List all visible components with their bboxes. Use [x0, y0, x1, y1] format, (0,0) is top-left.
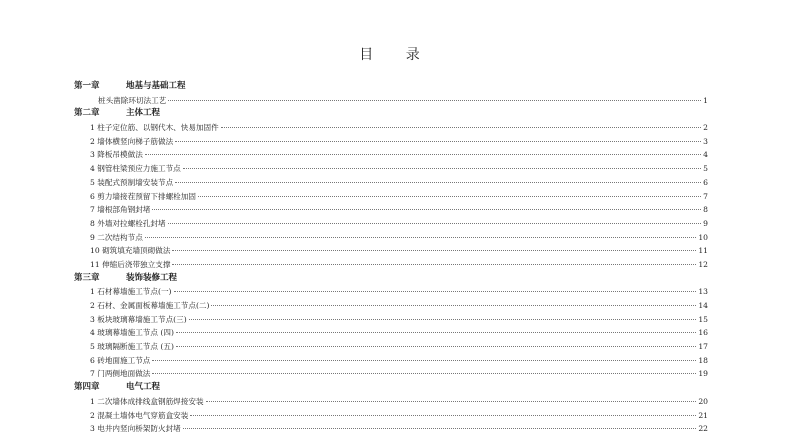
dot-leader: [189, 319, 697, 320]
dot-leader: [221, 127, 701, 128]
toc-entry-page-number: 3: [703, 136, 708, 146]
toc-entry[interactable]: [74, 395, 708, 409]
table-of-contents: [74, 80, 708, 436]
chapter-heading: [74, 107, 708, 121]
toc-entry[interactable]: [74, 258, 708, 272]
toc-entry[interactable]: [74, 203, 708, 217]
toc-entry-page-number: 21: [698, 410, 708, 420]
chapter-title: 地基与基础工程: [126, 81, 186, 91]
toc-entry-page-number: 17: [698, 342, 708, 352]
chapter-heading: [74, 80, 708, 94]
toc-entry-page-number: 4: [703, 150, 708, 160]
toc-entry[interactable]: [74, 148, 708, 162]
toc-entry[interactable]: [74, 285, 708, 299]
dot-leader: [198, 196, 701, 197]
toc-entry-label: 10 砌筑填充墙顶砌做法: [90, 246, 171, 256]
toc-entry[interactable]: [74, 217, 708, 231]
toc-entry[interactable]: [74, 135, 708, 149]
dot-leader: [175, 182, 701, 183]
page-title: 目 录: [359, 47, 434, 63]
toc-entry-label: 9 二次结构节点: [90, 232, 143, 242]
toc-entry-label: 7 门两侧地面做法: [90, 369, 151, 379]
toc-entry-label: 1 柱子定位筋、以钢代木、快易加固件: [90, 123, 219, 133]
dot-leader: [168, 100, 701, 101]
toc-entry-page-number: 10: [698, 232, 708, 242]
dot-leader: [206, 401, 697, 402]
toc-entry[interactable]: [74, 121, 708, 135]
toc-entry-label: 4 玻璃幕墙施工节点 (四): [90, 328, 174, 338]
toc-entry-page-number: 20: [698, 396, 708, 406]
toc-entry-page-number: 18: [698, 355, 708, 365]
toc-entry-page-number: 13: [698, 287, 708, 297]
toc-entry[interactable]: [74, 190, 708, 204]
chapter-number: 第一章: [74, 81, 100, 91]
dot-leader: [176, 346, 696, 347]
toc-entry-label: 11 伸缩后浇带独立支撑: [90, 259, 171, 269]
dot-leader: [211, 305, 696, 306]
toc-entry-label: 5 装配式预制墙安装节点: [90, 177, 174, 187]
chapter-title: 电气工程: [126, 382, 161, 393]
dot-leader: [183, 168, 701, 169]
toc-entry-page-number: 14: [698, 301, 708, 310]
toc-entry-label: 桩头凿除环切法工艺: [98, 95, 167, 105]
toc-entry[interactable]: [74, 231, 708, 245]
toc-entry-page-number: 11: [698, 246, 708, 256]
dot-leader: [183, 428, 697, 429]
chapter-number: 第三章: [74, 272, 100, 283]
toc-entry[interactable]: [74, 422, 708, 436]
toc-entry-page-number: 12: [698, 259, 708, 269]
toc-entry-label: 6 剪力墙接茬预留下排螺栓加固: [90, 191, 196, 201]
toc-entry-label: 3 板块玻璃幕墙施工节点(三): [90, 314, 187, 324]
toc-entry-page-number: 19: [698, 369, 708, 379]
toc-entry-label: 1 二次墙体成排线盒钢筋焊接安装: [90, 396, 204, 406]
toc-entry-label: 1 石材幕墙施工节点(一): [90, 287, 172, 297]
dot-leader: [145, 237, 697, 238]
toc-entry[interactable]: [74, 367, 708, 381]
toc-entry-label: 7 墙根部角钢封堵: [90, 205, 151, 215]
toc-entry[interactable]: [74, 162, 708, 176]
toc-entry-label: 3 电井内竖向桥架防火封堵: [90, 424, 181, 434]
toc-entry[interactable]: [74, 409, 708, 423]
toc-entry[interactable]: [74, 244, 708, 258]
dot-leader: [172, 264, 696, 265]
toc-entry-label: 6 砖地面施工节点: [90, 355, 151, 365]
toc-entry[interactable]: [74, 340, 708, 354]
dot-leader: [174, 291, 697, 292]
toc-entry-page-number: 22: [698, 424, 708, 434]
toc-entry-page-number: 1: [703, 95, 708, 105]
chapter-number: 第四章: [74, 382, 100, 393]
dot-leader: [145, 154, 701, 155]
dot-leader: [175, 141, 701, 142]
toc-entry-page-number: 15: [698, 314, 708, 324]
chapter-number: 第二章: [74, 108, 100, 119]
toc-entry[interactable]: [74, 313, 708, 327]
dot-leader: [172, 250, 696, 251]
toc-entry[interactable]: [74, 176, 708, 190]
toc-entry-label: 2 混凝土墙体电气穿筋盒安装: [90, 410, 189, 420]
toc-entry-label: 8 外墙对拉螺栓孔封堵: [90, 218, 166, 228]
chapter-title: 主体工程: [126, 108, 161, 119]
toc-entry-label: 2 墙体横竖向梯子筋做法: [90, 136, 174, 146]
chapter-heading: [74, 381, 708, 395]
toc-entry-page-number: 16: [698, 328, 708, 338]
toc-entry-label: 3 降板吊模做法: [90, 150, 143, 160]
toc-entry-page-number: 6: [703, 177, 708, 187]
dot-leader: [152, 209, 701, 210]
dot-leader: [176, 332, 696, 333]
toc-entry-page-number: 9: [703, 218, 708, 228]
toc-entry[interactable]: [74, 94, 708, 108]
dot-leader: [152, 373, 696, 374]
dot-leader: [152, 360, 696, 361]
toc-entry-page-number: 8: [703, 205, 708, 215]
toc-entry-label: 4 钢管柱梁预应力施工节点: [90, 164, 181, 174]
toc-entry-label: 2 石材、金属面板幕墙施工节点(二): [90, 301, 210, 310]
chapter-heading: [74, 272, 708, 286]
toc-entry[interactable]: [74, 326, 708, 340]
toc-entry[interactable]: [74, 354, 708, 368]
toc-entry[interactable]: [74, 299, 708, 313]
toc-entry-page-number: 2: [703, 123, 708, 133]
toc-entry-label: 5 玻璃隔断施工节点 (五): [90, 342, 174, 352]
dot-leader: [190, 415, 696, 416]
toc-entry-page-number: 5: [703, 164, 708, 174]
dot-leader: [168, 223, 702, 224]
toc-entry-page-number: 7: [703, 191, 708, 201]
chapter-title: 装饰装修工程: [126, 272, 178, 283]
